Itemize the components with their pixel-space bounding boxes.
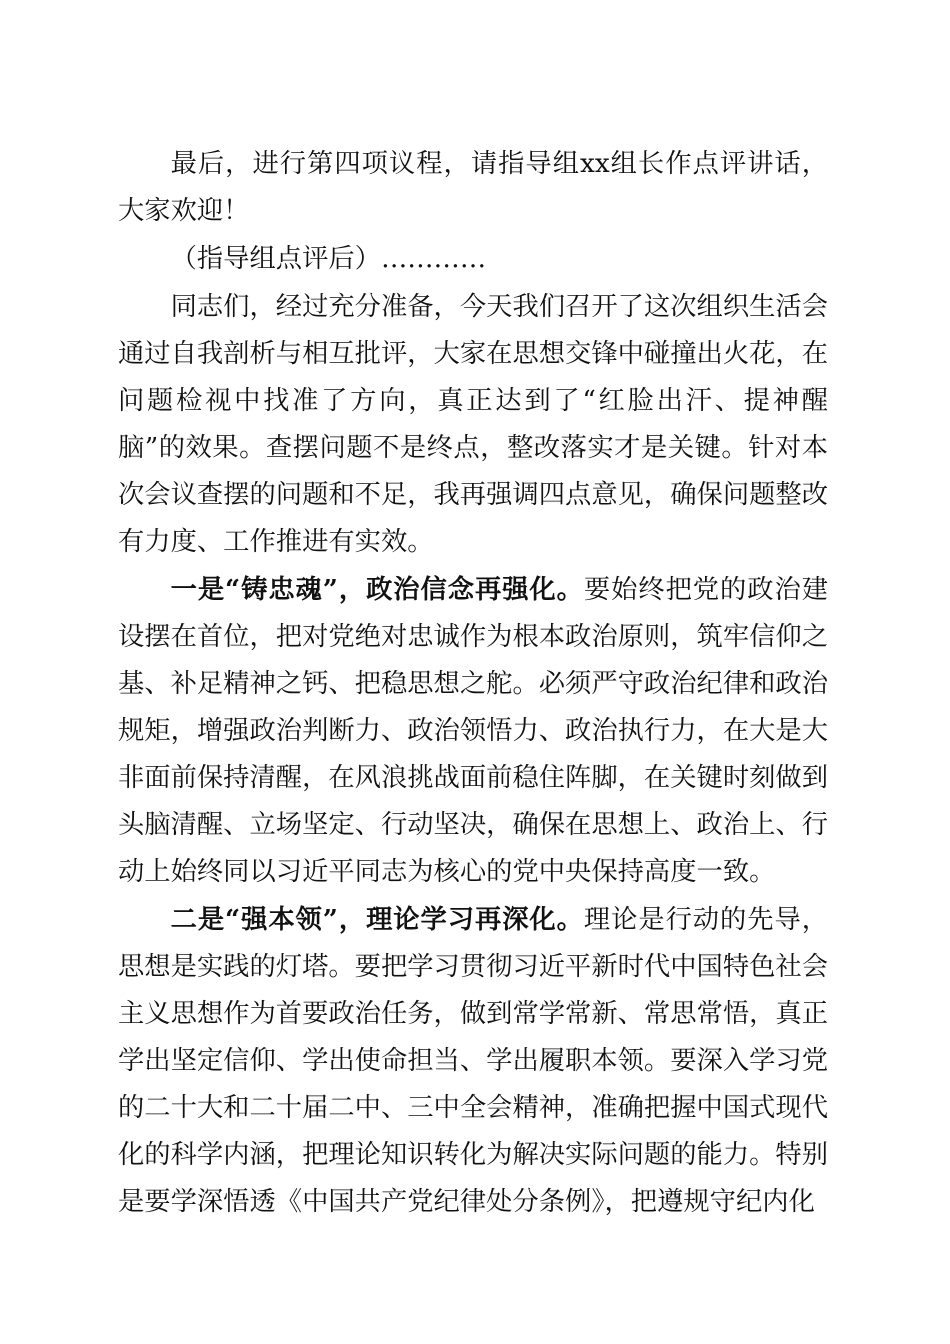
paragraph-text: 要始终把党的政治建设摆在首位，把对党绝对忠诚作为根本政治原则，筑牢信仰之基、补足精神之钙、把稳思想之舵。必须严守政治纪律和政治规矩，增强政治判断力、政治领悟力、政治执行力，在大是大非面前保持清醒，在风浪挑战面前稳住阵脚，在关键时刻做到头脑清醒、立场坚定、行动坚决，确保在思想上、政治上、行动上始终同以习近平同志为核心的党中央保持高度一致。 <box>118 575 829 887</box>
paragraph-text: 理论是行动的先导，思想是实践的灯塔。要把学习贯彻习近平新时代中国特色社会主义思想作为首要政治任务，做到常学常新、常思常悟，真正学出坚定信仰、学出使命担当、学出履职本领。要深入学习党的二十大和二十届二中、三中全会精神，准确把握中国式现代化的科学内涵，把理论知识转化为解决实际问题的能力。特别是要学深悟透《中国共产党纪律处分条例》，把遵规守纪内化 <box>118 905 829 1217</box>
paragraph-lead: 二是“强本领”，理论学习再深化。 <box>170 904 584 935</box>
document-body <box>118 140 828 1226</box>
paragraph-comment-note <box>118 235 828 283</box>
paragraph-text: 同志们，经过充分准备，今天我们召开了这次组织生活会通过自我剖析与相互批评，大家在思想交锋中碰撞出火花，在问题检视中找准了方向，真正达到了“红脸出汗、提神醒脑”的效果。查摆问题不是终点，整改落实才是关键。针对本次会议查摆的问题和不足，我再强调四点意见，确保问题整改有力度、工作推进有实效。 <box>118 292 829 557</box>
paragraph-point-one <box>118 566 828 896</box>
paragraph-text: （指导组点评后）………… <box>170 244 487 274</box>
paragraph-text: 最后，进行第四项议程，请指导组xx组长作点评讲话，大家欢迎！ <box>118 149 828 226</box>
paragraph-summary <box>118 283 828 566</box>
paragraph-point-two <box>118 896 828 1226</box>
paragraph-lead: 一是“铸忠魂”，政治信念再强化。 <box>170 574 584 605</box>
paragraph-closing-agenda <box>118 140 828 235</box>
